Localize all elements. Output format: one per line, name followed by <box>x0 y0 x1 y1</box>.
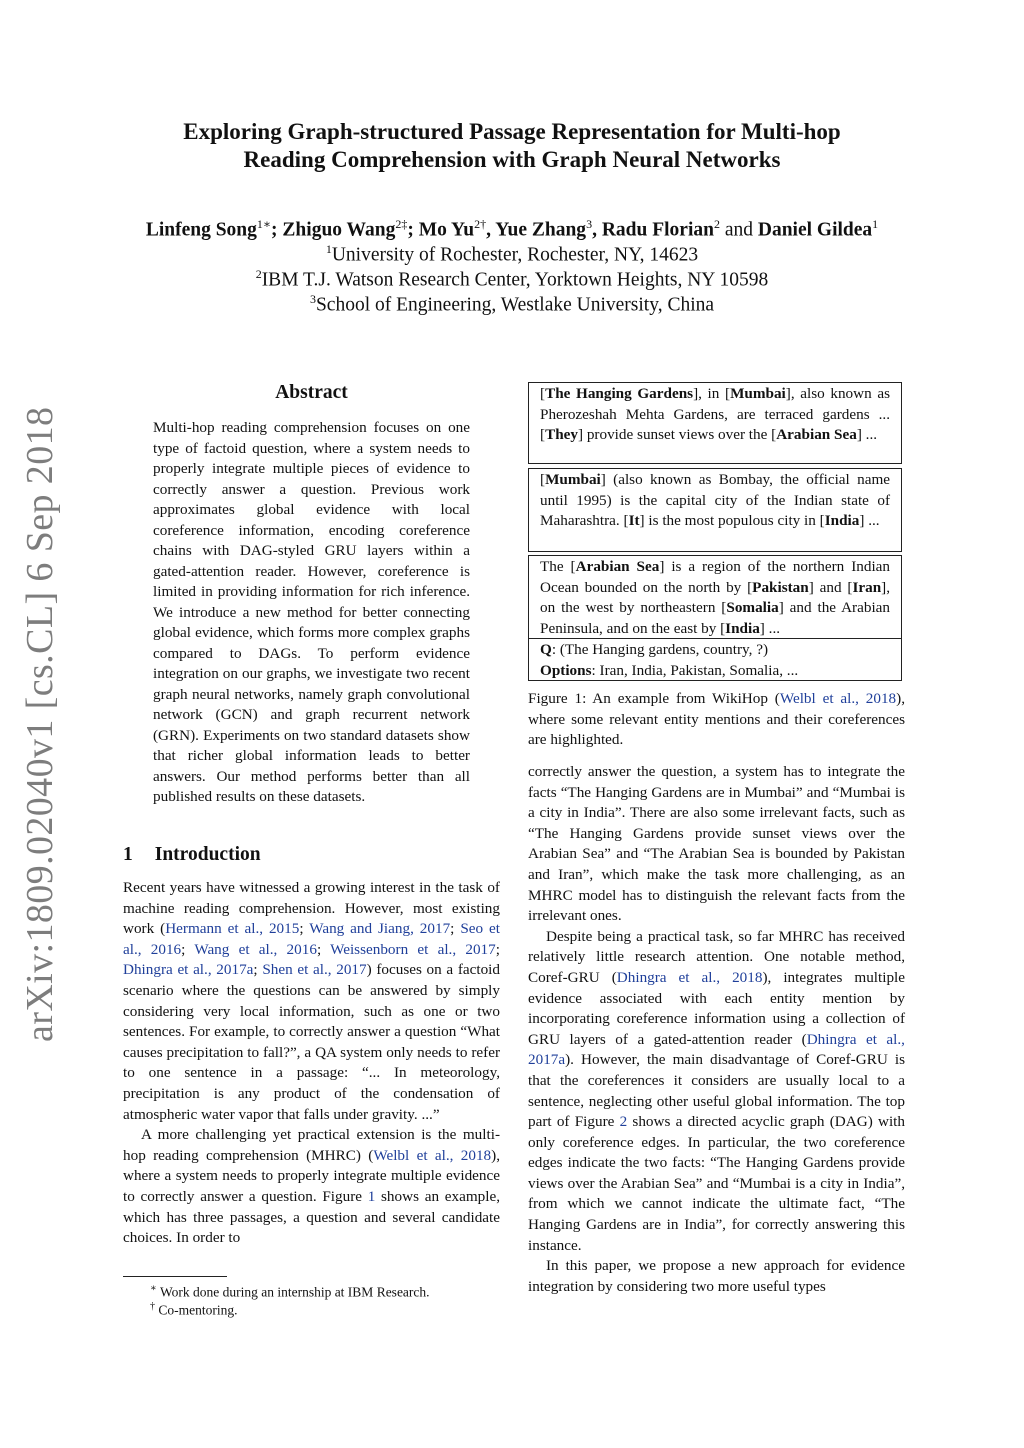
text-run: Figure 1: An example from WikiHop ( <box>528 690 780 707</box>
intro-paragraph: correctly answer the question, a system has to integrate the facts “The Hanging Gardens are in Mumbai” and “Mumbai is a city in India”. There are also some irrelevant facts, such as “The Hanging Gardens provide sunset views over the Arabian Sea” and “The Arabian Sea is bounded by Pakistan and Iran”, which make the task more challenging, as an MHRC model has to distinguish the relevant facts from the irrelevant ones. <box>528 763 905 925</box>
options-line <box>540 661 890 682</box>
text-run: ] (also known as Bombay, the official name until 1995) is the capital city of the Indian state of Maharashtra. [ <box>540 471 890 529</box>
author-mark: 2 <box>713 217 720 231</box>
arxiv-stamp: arXiv:1809.02040v1 [cs.CL] 6 Sep 2018 <box>19 406 61 1042</box>
entity-mention: Arabian Sea <box>575 558 660 575</box>
text-run: ; <box>495 940 500 958</box>
citation-link[interactable]: Dhingra et al., 2018 <box>616 968 763 986</box>
left-column-body <box>123 878 500 1249</box>
text-run: ], on the west by northeastern [ <box>540 578 891 616</box>
intro-paragraph <box>123 1125 500 1249</box>
citation-link[interactable]: Hermann et al., 2015 <box>165 920 300 938</box>
citation-link[interactable]: Weissenborn et al., 2017 <box>330 940 496 958</box>
text-run: ] ... <box>759 619 781 637</box>
figure-caption <box>528 689 905 751</box>
citation-link[interactable]: Welbl et al., 2018 <box>779 690 897 707</box>
author-mark: 1 <box>872 217 879 231</box>
text-run: ] is the most populous city in [ <box>639 512 825 529</box>
entity-mention: India <box>725 619 760 637</box>
title-line-2: Reading Comprehension with Graph Neural Networks <box>243 147 781 172</box>
affiliation-mark: 2 <box>255 267 262 281</box>
entity-mention: Arabian Sea <box>776 426 857 443</box>
entity-mention: They <box>545 426 578 443</box>
footnote <box>150 1298 238 1320</box>
figure-ref-link[interactable]: 1 <box>367 1187 376 1205</box>
affiliation <box>100 287 924 318</box>
text-run: A more challenging yet practical extension is the multi-hop reading comprehension (MHRC) ( <box>123 1126 500 1164</box>
text-run: ; <box>253 961 263 979</box>
affiliation-text: IBM T.J. Watson Research Center, Yorktown Heights, NY 10598 <box>261 269 769 291</box>
text-run: ] and the Arabian Peninsula, and on the east by [ <box>540 599 891 637</box>
abstract-heading: Abstract <box>275 382 348 403</box>
citation-link[interactable]: Dhingra et al., 2017a <box>528 1030 905 1069</box>
section-number: 1 <box>123 844 133 865</box>
entity-mention: Iran <box>852 578 882 596</box>
author-name: Yue Zhang <box>495 219 587 241</box>
affiliation-mark: 3 <box>309 292 316 306</box>
author-mark: 1∗ <box>256 217 272 231</box>
entity-mention: Somalia <box>726 599 779 616</box>
footnote-text: Work done during an internship at IBM Research. <box>159 1284 430 1300</box>
footnote-mark: ∗ <box>150 1283 157 1294</box>
author-mark: 2† <box>474 217 487 231</box>
abstract-body: Multi-hop reading comprehension focuses on one type of factoid question, where a system needs to properly integrate multiple pieces of evidence to correctly answer a question. Previous work approximates global evidence with local coreference information, encoding coreference chains with DAG-styled GRU layers within a gated-attention reader. However, coreference is limited in providing information for rich inference. We introduce a new method for better connecting global evidence, which forms more complex graphs compared to DAGs. To perform evidence integration on our graphs, we investigate two recent graph neural networks, namely graph convolutional network (GCN) and graph recurrent network (GRN). Experiments on two standard datasets show that richer global information leads to better answers. Our method performs better than all published results on these datasets. <box>153 419 470 805</box>
author-name: Radu Florian <box>601 219 714 241</box>
text-run: The [ <box>540 558 576 575</box>
author-name: Daniel Gildea <box>757 219 873 241</box>
text-run: ; <box>450 920 461 938</box>
author-separator: , <box>592 219 602 241</box>
text-run: ] ... <box>859 512 880 529</box>
text-run: [ <box>540 385 546 402</box>
text-run: ), where a system needs to properly integrate multiple evidence to correctly answer a question. Figure <box>123 1146 501 1205</box>
text-run: shows a directed acyclic graph (DAG) with only coreference edges. In particular, the two coreference edges indicate the two facts: “The Hanging Gardens provide views over the Arabian Sea” and “Mumbai is a city in India”, from which we cannot indicate the ultimate fact, “The Hanging Gardens are in India”, for correctly answering this instance. <box>528 1113 905 1254</box>
citation-link[interactable]: Shen et al., 2017 <box>262 961 367 979</box>
text-run: ], in [ <box>693 385 731 402</box>
text-run: ] is a region of the northern Indian Ocean bounded on the north by [ <box>540 558 891 596</box>
entity-mention: It <box>628 512 640 529</box>
author-mark: 3 <box>586 217 593 231</box>
question-label: Q <box>540 641 552 658</box>
text-run: Recent years have witnessed a growing interest in the task of machine reading comprehension. However, most existing work ( <box>123 879 500 938</box>
intro-paragraph <box>528 927 905 1257</box>
affiliation-mark: 1 <box>325 242 332 256</box>
paper-title <box>100 118 924 174</box>
intro-paragraph <box>123 878 500 1125</box>
footnote-text: Co-mentoring. <box>158 1302 238 1318</box>
citation-link[interactable]: Wang et al., 2016 <box>194 940 317 958</box>
author-mark: 2‡ <box>395 217 408 231</box>
author-name: Linfeng Song <box>145 219 257 241</box>
footnote-rule <box>123 1276 227 1277</box>
text-run: ] provide sunset views over the [ <box>577 426 777 443</box>
intro-paragraph: In this paper, we propose a new approach for evidence integration by considering two more useful types <box>528 1257 905 1295</box>
text-run: ; <box>181 940 195 958</box>
author-name: Zhiguo Wang <box>282 219 396 241</box>
figure-passage-box <box>528 382 902 464</box>
figure-ref-link[interactable]: 2 <box>619 1113 628 1131</box>
citation-link[interactable]: Dhingra et al., 2017a <box>123 961 254 979</box>
figure-question-box <box>528 638 902 681</box>
footnote-mark: † <box>150 1301 155 1312</box>
entity-mention: Pakistan <box>752 578 809 596</box>
text-run: ; <box>316 940 331 958</box>
affiliation-text: School of Engineering, Westlake University, China <box>315 294 715 316</box>
author-separator: and <box>719 219 758 241</box>
text-run: ] and [ <box>808 578 853 596</box>
question-text: : (The Hanging gardens, country, ?) <box>551 641 769 658</box>
question-line <box>540 640 890 661</box>
entity-mention: The Hanging Gardens <box>545 385 694 402</box>
citation-link[interactable]: Wang and Jiang, 2017 <box>309 920 451 938</box>
section-heading <box>123 844 261 866</box>
text-run: Despite being a practical task, so far MHRC has received relatively little research attention. One notable method, Coref-GRU ( <box>528 927 905 986</box>
figure-passage-box <box>528 555 902 639</box>
text-run: ). However, the main disadvantage of Coref-GRU is that the coreferences it considers are usually local to a sentence, neglecting other useful global information. The top part of Figure <box>528 1051 905 1131</box>
options-label: Options <box>540 661 592 679</box>
figure-passage-box <box>528 468 902 552</box>
text-run: ), integrates multiple evidence associated with each entity mention by incorporating coreference information using a collection of GRU layers of a gated-attention reader ( <box>528 968 905 1048</box>
author-separator: ; <box>407 219 419 241</box>
author-separator: ; <box>271 219 283 241</box>
text-run: shows an example, which has three passages, a question and several candidate choices. In order to <box>123 1187 500 1247</box>
author-separator: , <box>486 219 496 241</box>
section-title: Introduction <box>154 844 261 865</box>
text-run: ; <box>299 920 310 938</box>
citation-link[interactable]: Welbl et al., 2018 <box>373 1146 492 1164</box>
text-run: ], also known as Pherozeshah Mehta Gardens, are terraced gardens ... [ <box>540 385 890 443</box>
entity-mention: Mumbai <box>730 385 786 402</box>
citation-link[interactable]: Seo et al., 2016 <box>123 920 500 958</box>
entity-mention: Mumbai <box>545 471 601 488</box>
text-run: ), where some relevant entity mentions and their coreferences are highlighted. <box>528 690 905 749</box>
text-run: [ <box>540 471 546 488</box>
text-run: ) focuses on a factoid scenario where the questions can be answered by simply considering very local information, such as one or two sentences. For example, to correctly answer a question “What causes precipitation to fall?”, a QA system only needs to refer to one sentence in a passage: “... In meteorology, precipitation is any product of the condensation of atmospheric water vapor that falls under gravity. ...” <box>123 961 500 1123</box>
title-line-1: Exploring Graph-structured Passage Representation for Multi-hop <box>183 119 841 144</box>
entity-mention: India <box>824 512 860 529</box>
text-run: ] ... <box>856 426 878 443</box>
options-text: : Iran, India, Pakistan, Somalia, ... <box>591 661 799 679</box>
right-column-body <box>528 762 905 1297</box>
affiliation-text: University of Rochester, Rochester, NY, 14623 <box>331 244 699 266</box>
author-name: Mo Yu <box>418 219 475 241</box>
